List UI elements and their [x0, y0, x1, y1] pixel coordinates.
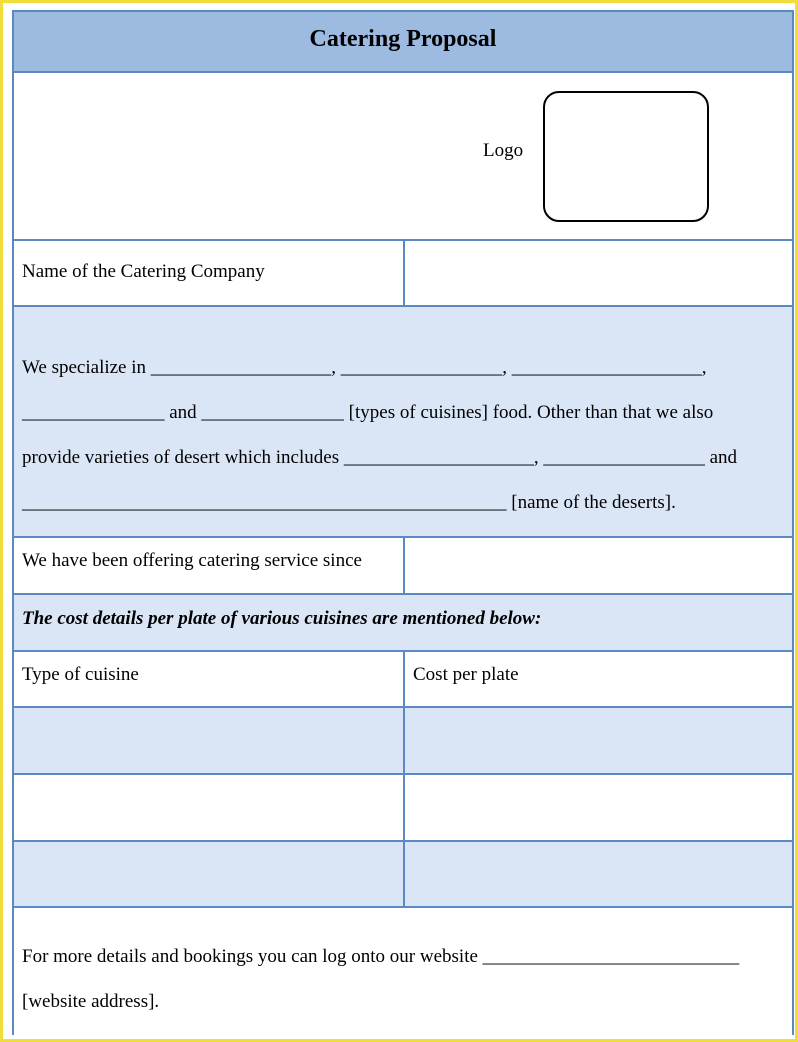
cell-divider: [403, 241, 405, 305]
company-name-label: Name of the Catering Company: [22, 261, 265, 282]
table-row: [14, 708, 792, 775]
footer-line-2: [website address].: [22, 991, 160, 1012]
table-row: [14, 775, 792, 842]
table-row: [14, 842, 792, 908]
form-title: Catering Proposal: [309, 26, 497, 52]
specialization-line-3: provide varieties of desert which includes ____________________, _________________ and: [22, 447, 738, 468]
footer-line-1: For more details and bookings you can log onto our website ___________________________: [22, 946, 740, 967]
service-since-label: We have been offering catering service since: [22, 550, 362, 571]
cost-heading-row: [14, 595, 792, 652]
logo-placeholder[interactable]: [543, 91, 709, 222]
column-header-cuisine: Type of cuisine: [22, 664, 139, 685]
service-since-row: [14, 538, 792, 595]
proposal-form: [12, 10, 794, 1035]
company-name-row: [14, 241, 792, 307]
footer-section: [14, 908, 792, 1035]
specialization-line-2: _______________ and _______________ [types of cuisines] food. Other than that we also: [22, 402, 714, 423]
column-header-cost: Cost per plate: [413, 664, 519, 685]
specialization-line-1: We specialize in ___________________, _________________, ____________________,: [22, 357, 707, 378]
logo-section: [14, 73, 792, 241]
cost-heading: The cost details per plate of various cuisines are mentioned below:: [22, 608, 542, 629]
logo-label: Logo: [483, 140, 524, 161]
specialization-section: [14, 307, 792, 538]
cell-divider: [403, 842, 405, 906]
cell-divider: [403, 708, 405, 773]
cell-divider: [403, 652, 405, 706]
title-bar: [14, 12, 792, 73]
specialization-line-4: ___________________________________________________ [name of the deserts].: [22, 492, 676, 513]
cell-divider: [403, 538, 405, 593]
cell-divider: [403, 775, 405, 840]
table-header-row: [14, 652, 792, 708]
